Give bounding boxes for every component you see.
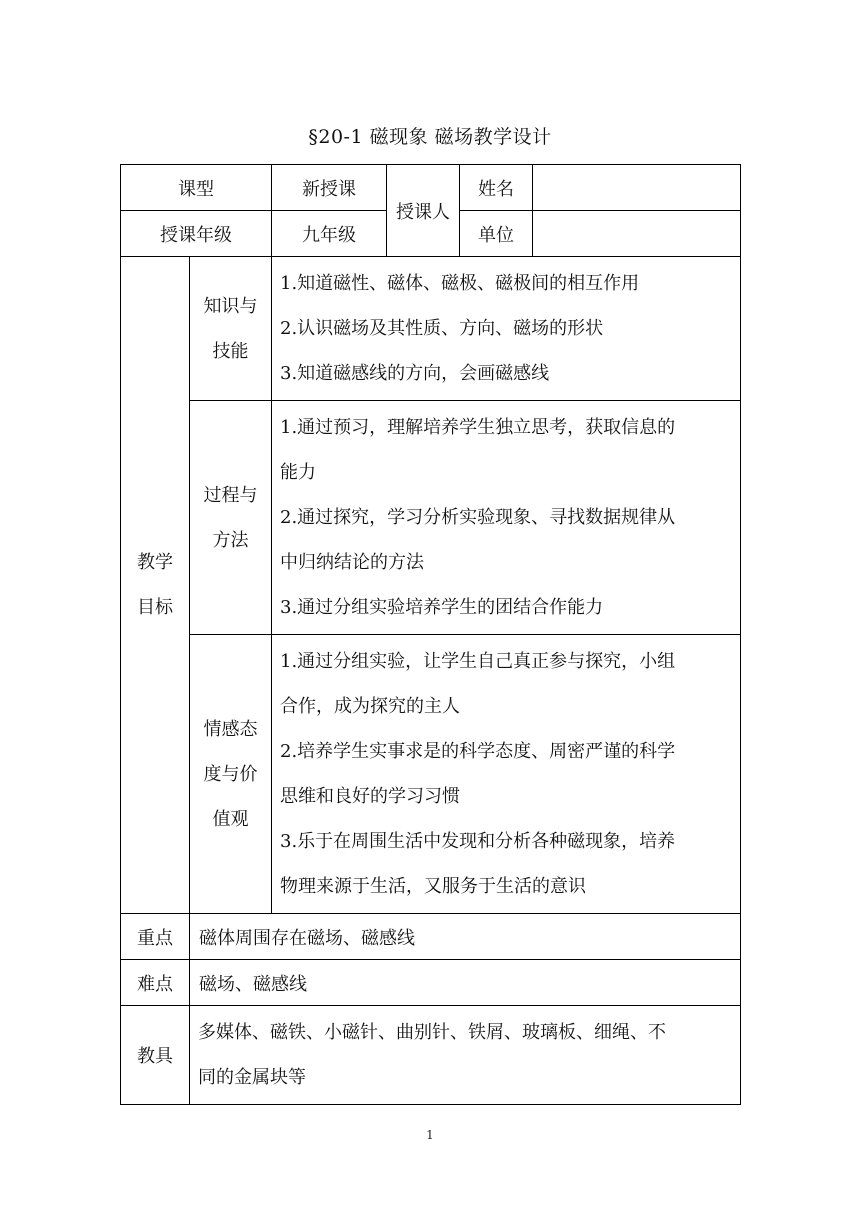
objectives-label-line: 目标 <box>137 597 173 618</box>
page-number: 1 <box>426 1128 434 1142</box>
teacher-label: 授课人 <box>387 165 460 257</box>
process-label-line: 过程与 <box>203 484 258 506</box>
attitude-content <box>272 635 741 914</box>
process-content <box>272 401 741 635</box>
process-label-line: 方法 <box>212 529 249 551</box>
content-line: 思维和良好的学习习惯 <box>280 786 460 807</box>
unit-value <box>533 211 741 257</box>
key-point-value: 磁体周围存在磁场、磁感线 <box>190 914 741 960</box>
content-line: 3.知道磁感线的方向，会画磁感线 <box>280 363 550 384</box>
content-line: 能力 <box>280 462 316 483</box>
objective-row-attitude <box>121 635 741 914</box>
knowledge-label <box>190 257 272 401</box>
key-point-label: 重点 <box>121 914 190 960</box>
tools-content <box>190 1006 741 1105</box>
content-line: 合作，成为探究的主人 <box>280 696 460 717</box>
objectives-label-line: 教学 <box>137 552 173 573</box>
tools-label: 教具 <box>121 1006 190 1105</box>
process-label <box>190 401 272 635</box>
difficulty-value: 磁场、磁感线 <box>190 960 741 1006</box>
knowledge-content <box>272 257 741 401</box>
content-line: 2.认识磁场及其性质、方向、磁场的形状 <box>280 318 604 339</box>
course-type-value: 新授课 <box>272 165 387 211</box>
content-line: 1.通过分组实验，让学生自己真正参与探究，小组 <box>280 651 676 672</box>
difficulty-label: 难点 <box>121 960 190 1006</box>
attitude-label-line: 度与价 <box>203 763 258 785</box>
objective-row-knowledge <box>121 257 741 401</box>
content-line: 2.培养学生实事求是的科学态度、周密严谨的科学 <box>280 741 676 762</box>
header-row-1 <box>121 165 741 211</box>
key-point-row <box>121 914 741 960</box>
attitude-label-line: 值观 <box>212 808 249 830</box>
grade-value: 九年级 <box>272 211 387 257</box>
name-value <box>533 165 741 211</box>
course-type-label: 课型 <box>121 165 272 211</box>
knowledge-label-line: 知识与 <box>203 295 258 317</box>
tools-row <box>121 1006 741 1105</box>
content-line: 多媒体、磁铁、小磁针、曲别针、铁屑、玻璃板、细绳、不 <box>198 1022 666 1043</box>
content-line: 物理来源于生活，又服务于生活的意识 <box>280 876 586 897</box>
content-line: 3.乐于在周围生活中发现和分析各种磁现象，培养 <box>280 831 676 852</box>
objective-row-process <box>121 401 741 635</box>
content-line: 3.通过分组实验培养学生的团结合作能力 <box>280 597 604 618</box>
content-line: 2.通过探究，学习分析实验现象、寻找数据规律从 <box>280 507 676 528</box>
content-line: 1.通过预习，理解培养学生独立思考，获取信息的 <box>280 417 676 438</box>
knowledge-label-line: 技能 <box>212 340 249 362</box>
lesson-plan-table <box>120 164 741 1105</box>
grade-label: 授课年级 <box>121 211 272 257</box>
objectives-label <box>121 257 190 914</box>
attitude-label <box>190 635 272 914</box>
name-label: 姓名 <box>460 165 533 211</box>
content-line: 1.知道磁性、磁体、磁极、磁极间的相互作用 <box>280 273 640 294</box>
content-line: 中归纳结论的方法 <box>280 552 424 573</box>
document-title: §20-1 磁现象 磁场教学设计 <box>308 126 552 148</box>
attitude-label-line: 情感态 <box>203 718 258 740</box>
content-line: 同的金属块等 <box>198 1067 306 1088</box>
unit-label: 单位 <box>460 211 533 257</box>
difficulty-row <box>121 960 741 1006</box>
